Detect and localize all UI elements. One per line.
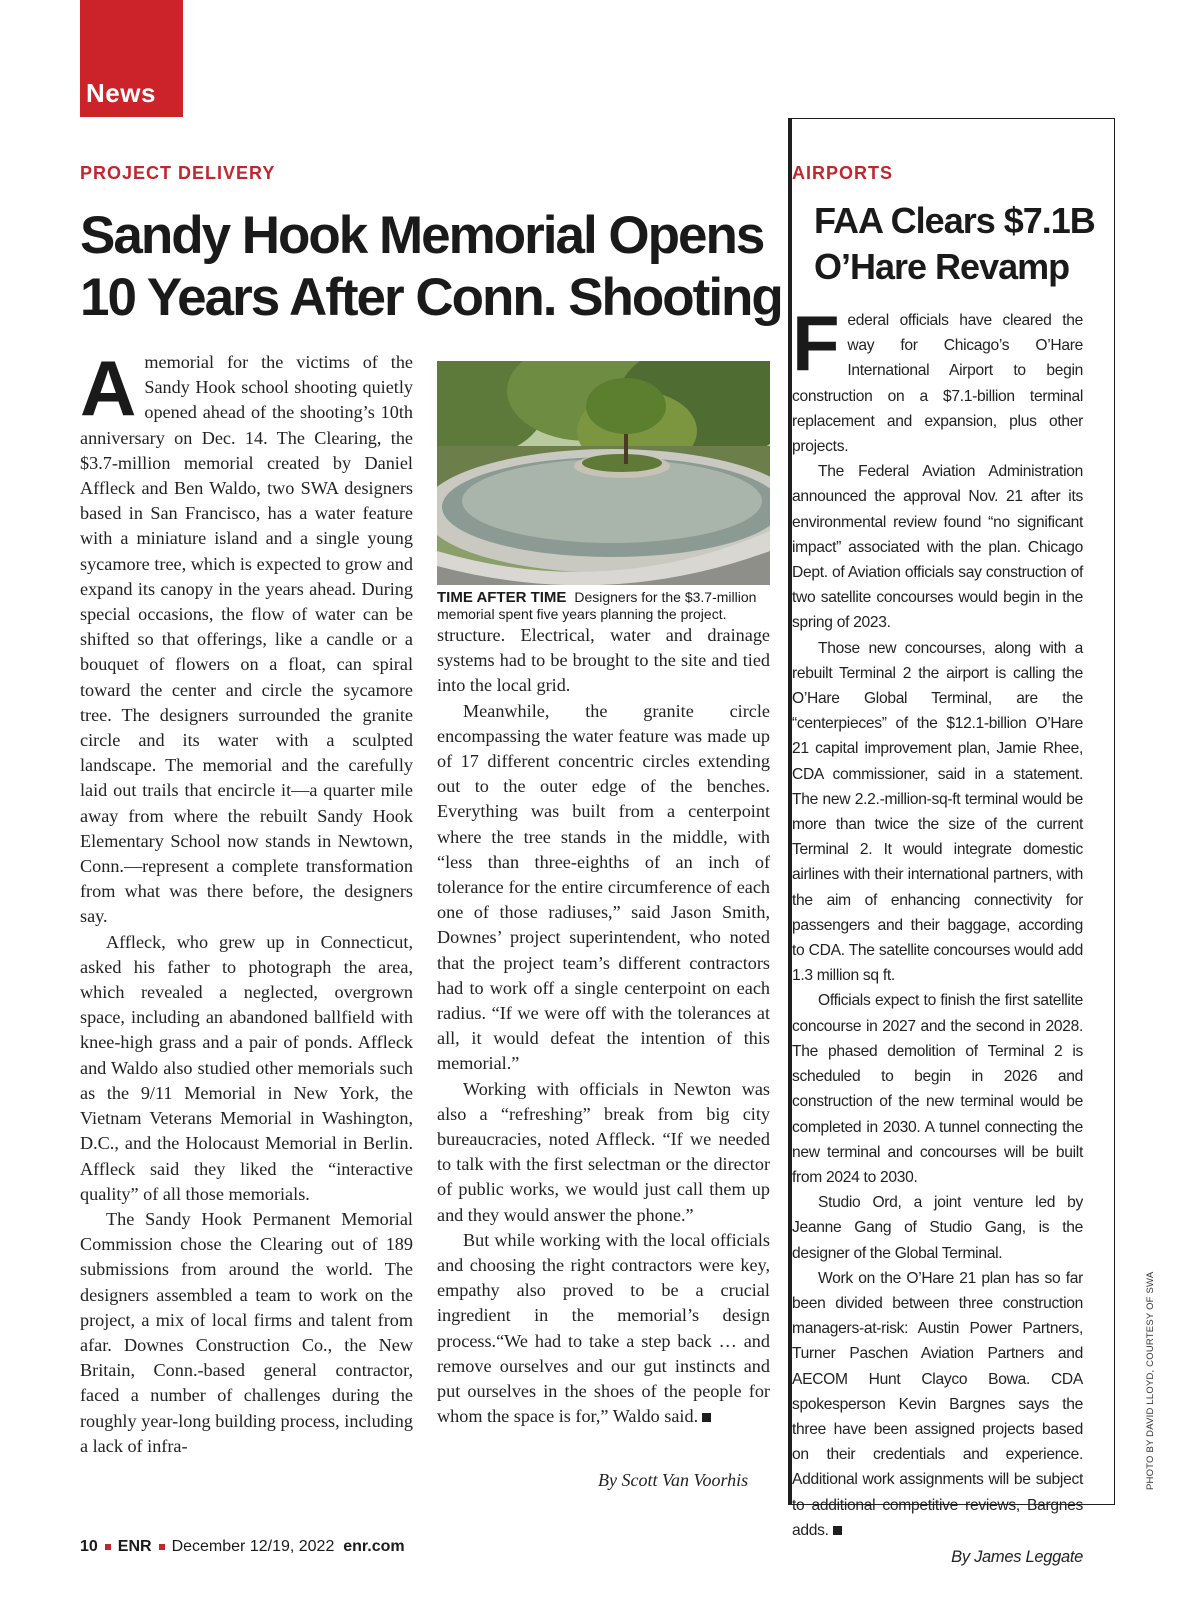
separator-icon [105,1544,111,1550]
paragraph: Those new concourses, along with a rebuilt Terminal 2 the airport is calling the O’Hare Global Terminal, are the “centerpieces” of the $12.1-billion O’Hare 21 capital improvement plan, Jamie Rhee, CDA commissioner, said in a statement. The new 2.2.-million-sq-ft terminal would be more than twice the size of the current Terminal 2. It would integrate domestic airlines with their international partners, with the aim of enhancing connectivity for passengers and their baggage, according to CDA. The satellite concourses would add 1.3 million sq ft. [792,639,1083,985]
paragraph: The Sandy Hook Permanent Memorial Commission chose the Clearing out of 189 submissions from around the world. The designers assembled a team to work on the project, a mix of local firms and talent from afar. Downes Construction Co., the New Britain, Conn.-based general contractor, faced a number of challenges during the roughly year-long building process, including a lack of infra- [80,1208,413,1456]
website[interactable]: enr.com [343,1538,405,1555]
main-headline-line1: Sandy Hook Memorial Opens [80,206,764,265]
paragraph: structure. Electrical, water and drainage systems had to be brought to the site and tied into the local grid. [437,625,770,696]
paragraph: Affleck, who grew up in Connecticut, asked his father to photograph the area, which revealed a neglected, overgrown space, including an abandoned ballfield with knee-high grass and a pair of ponds. Affleck and Waldo also studied other memorials such as the 9/11 Memorial in New York, the Vietnam Veterans Memorial in Washington, D.C., and the Holocaust Memorial in Berlin. Affleck said they liked the “interactive quality” of all those memorials. [80,931,413,1204]
caption-head: TIME AFTER TIME [437,589,567,606]
magazine-name: ENR [117,1538,152,1555]
photo-credit: PHOTO BY DAVID LLOYD, COURTESY OF SWA [1145,1271,1156,1490]
page-footer [80,1538,405,1556]
memorial-photo [437,361,770,585]
paragraph: Work on the O’Hare 21 plan has so far been divided between three construction managers-at-risk: Austin Power Partners, Turner Paschen Aviation Partners and AECOM Hunt Clayco Bowa. CDA spokesperson Kevin Bargnes says the three have been assigned projects based on their credentials and experience. Additional work assignments will be subject to additional competitive reviews, Bargnes adds. [792,1269,1083,1539]
caption-body: Designers for the $3.7-million memorial spent five years planning the project. [437,589,757,622]
end-mark-icon [833,1526,842,1535]
paragraph: Meanwhile, the granite circle encompassing the water feature was made up of 17 different concentric circles extending out to the outer edge of the benches. Everything was built from a centerpoint where the tree stands in the middle, with “less than three-eighths of an inch of tolerance for the entire circumference of each one of those radiuses,” said Jason Smith, Downes’ project superintendent, who noted that the project team’s different contractors had to work off a single centerpoint on each radius. “If we were off with the tolerances at all, it would defeat the intention of this memorial.” [437,700,770,1074]
sidebar-headline: FAA Clears $7.1B O’Hare Revamp [814,200,1095,287]
separator-icon [159,1544,165,1550]
sidebar-byline: By James Leggate [951,1547,1083,1566]
main-headline [80,205,782,329]
main-headline-line2: 10 Years After Conn. Shooting [80,268,782,327]
paragraph: Amemorial for the victims of the Sandy Hook school shooting quietly opened ahead of the shooting’s 10th anniversary on Dec. 14. The Clearing, the $3.7-million memorial created by Daniel Affleck and Ben Waldo, two SWA designers based in San Francisco, has a water feature with a miniature island and a single young sycamore tree, which is expected to grow and expand its canopy in the years ahead. During special occasions, the flow of water can be shifted so that offerings, like a candle or a bouquet of flowers on a float, can spiral toward the center and circle the sycamore tree. The designers surrounded the granite circle and its water with a sculpted landscape. The memorial and the carefully laid out trails that encircle it—a quarter mile away from where the rebuilt Sandy Hook Elementary School now stands in Newtown, Conn.—represent a complete transformation from what was there before, the designers say. [80,344,413,927]
main-article-column-2 [437,623,770,1430]
sidebar-article-column [792,299,1083,1570]
issue-date: December 12/19, 2022 [171,1538,335,1555]
sidebar-kicker: AIRPORTS [792,163,894,183]
drop-cap: A [80,344,137,432]
drop-cap: F [792,299,840,387]
photo-caption [437,589,777,623]
paragraph: But while working with the local officials and choosing the right contractors were key, empathy also proved to be a crucial ingredient in the memorial’s design process.“We had to take a step back … and remove ourselves and our gut instincts and put ourselves in the shoes of the people for whom the space is for,” Waldo said. [437,1229,770,1427]
paragraph: Officials expect to finish the first satellite concourse in 2027 and the second in 2028. The phased demolition of Terminal 2 is scheduled to begin in 2026 and construction of the new terminal would be completed in 2030. A tunnel connecting the new terminal and concourses will be built from 2024 to 2030. [792,992,1083,1186]
main-article-column-1 [80,344,413,1459]
main-kicker: PROJECT DELIVERY [80,163,276,183]
main-byline: By Scott Van Voorhis [598,1470,749,1490]
section-tab-label: News [86,78,156,108]
memorial-photo-illustration [437,361,770,585]
end-mark-icon [702,1413,711,1422]
paragraph: Federal officials have cleared the way for Chicago’s O’Hare International Airport to begin construction on a $7.1-billion terminal replacement and expansion, plus other projects. [792,299,1083,456]
section-tab-news [80,0,183,117]
page-number: 10 [80,1538,98,1555]
paragraph: The Federal Aviation Administration announced the approval Nov. 21 after its environmental review found “no significant impact” associated with the plan. Chicago Dept. of Aviation officials say construction of two satellite concourses would begin in the spring of 2023. [792,463,1083,632]
paragraph: Working with officials in Newton was also a “refreshing” break from big city bureaucracies, noted Affleck. “If we needed to talk with the first selectman or the director of public works, we would just call them up and they would answer the phone.” [437,1078,770,1225]
paragraph: Studio Ord, a joint venture led by Jeanne Gang of Studio Gang, is the designer of the Global Terminal. [792,1194,1083,1262]
